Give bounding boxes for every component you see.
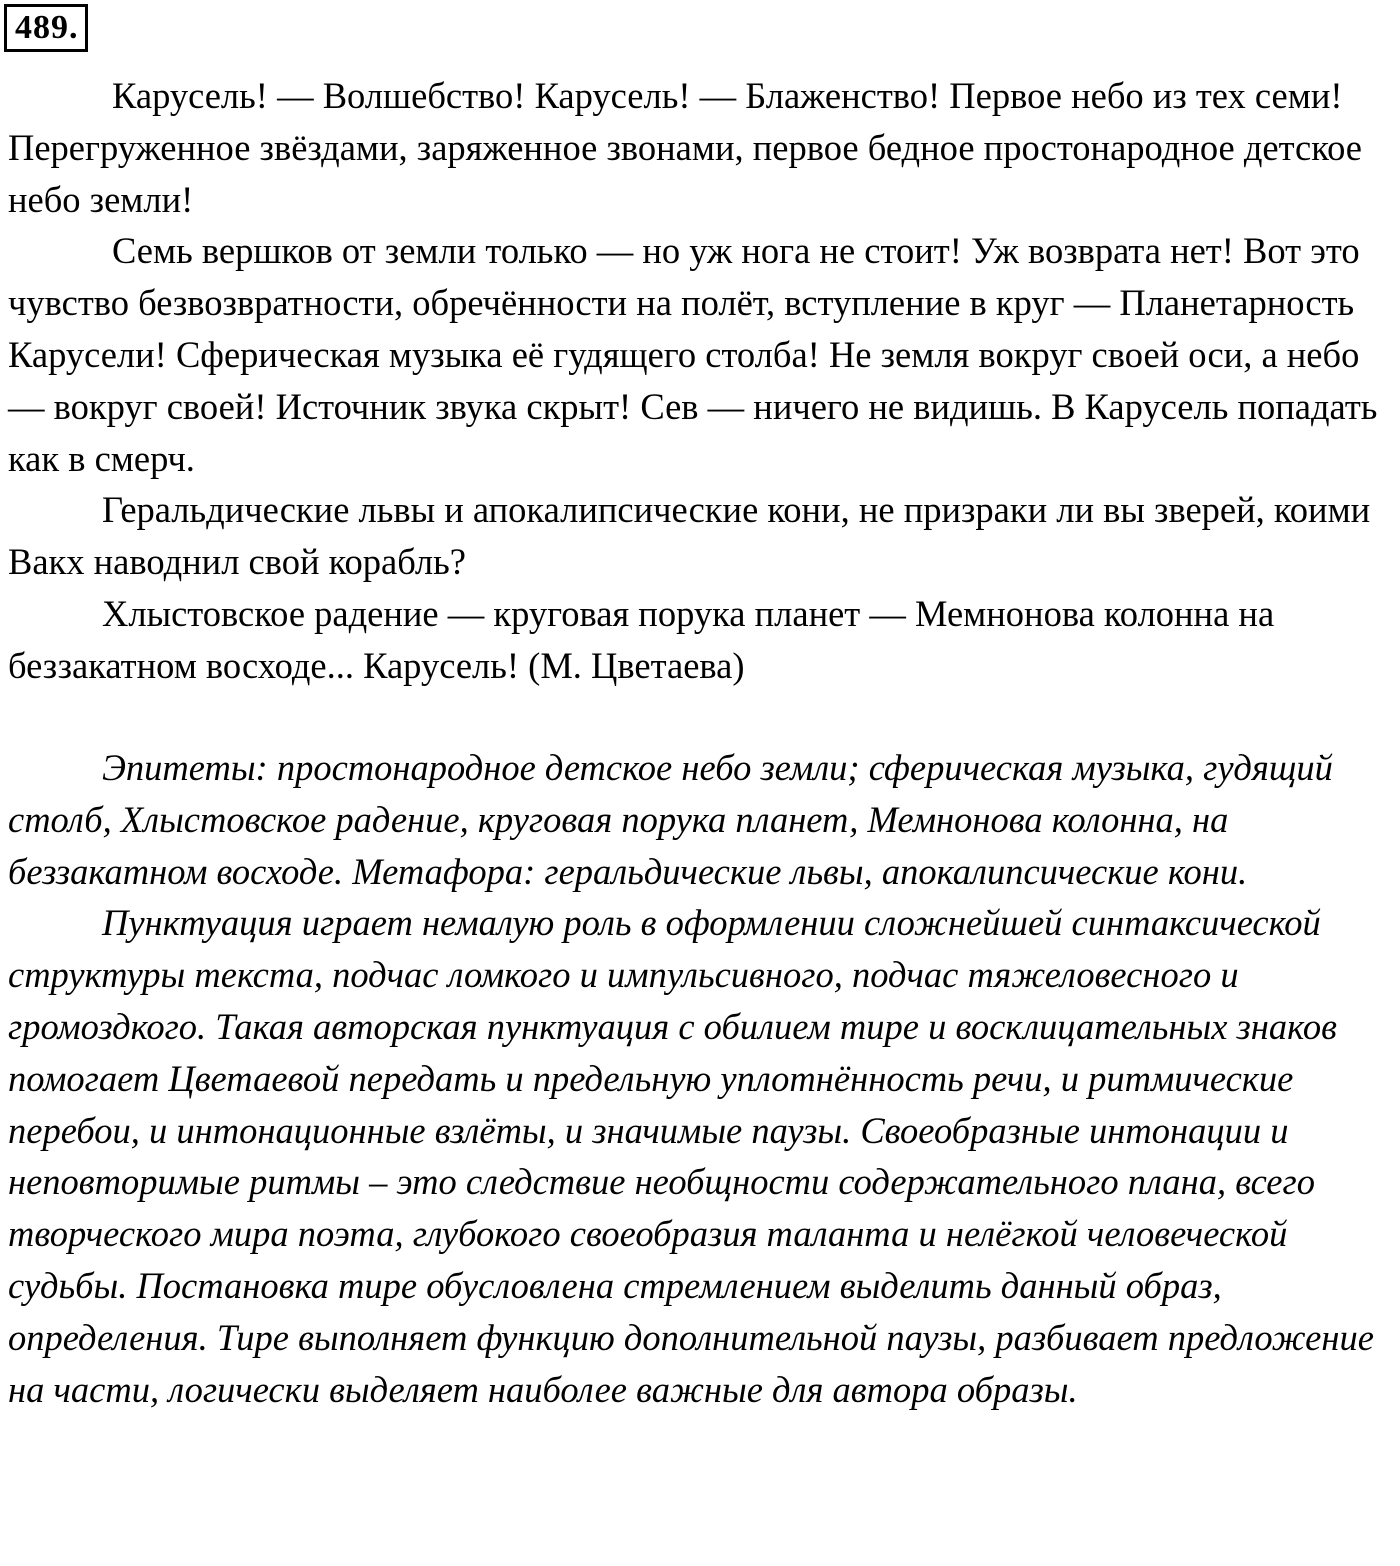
original-paragraph-3: Геральдические львы и апокалипсические кони, не призраки ли вы зверей, коими Вакх наводнил свой корабль?	[8, 489, 1371, 583]
analysis-paragraph-1: Эпитеты: простонародное детское небо земли; сферическая музыка, гудящий столб, Хлыстовское радение, круговая порука планет, Мемнонова колонна, на беззакатном восходе. Метафора: геральдические львы, апокалипсические кони.	[8, 747, 1333, 892]
original-text	[8, 70, 1398, 692]
original-paragraph-1: Карусель! — Волшебство! Карусель! — Блаженство! Первое небо из тех семи! Перегруженное звёздами, заряженное звонами, первое бедное простонародное детское небо земли!	[8, 75, 1362, 220]
exercise-number-box: 489.	[4, 4, 88, 52]
analysis-paragraph-2: Пунктуация играет немалую роль в оформлении сложнейшей синтаксической структуры текста, подчас ломкого и импульсивного, подчас тяжеловесного и громоздкого. Такая авторская пунктуация с обилием тире и восклицательных знаков помогает Цветаевой передать и предельную уплотнённость речи, и ритмические перебои, и интонационные взлёты, и значимые паузы. Своеобразные интонации и неповторимые ритмы – это следствие необщности содержательного плана, всего творческого мира поэта, глубокого своеобразия таланта и нелёгкой человеческой судьбы. Постановка тире обусловлена стремлением выделить данный образ, определения. Тире выполняет функцию дополнительной паузы, разбивает предложение на части, логически выделяет наиболее важные для автора образы.	[8, 902, 1374, 1410]
original-paragraph-2: Семь вершков от земли только — но уж нога не стоит! Уж возврата нет! Вот это чувство безвозвратности, обречённости на полёт, вступление в круг — Планетарность Карусели! Сферическая музыка её гудящего столба! Не земля вокруг своей оси, а небо — вокруг своей! Источник звука скрыт! Сев — ничего не видишь. В Карусель попадать как в смерч.	[8, 230, 1378, 479]
original-paragraph-4: Хлыстовское радение — круговая порука планет — Мемнонова колонна на беззакатном восходе... Карусель! (М. Цветаева)	[8, 592, 1275, 686]
analysis-text	[8, 742, 1398, 1415]
